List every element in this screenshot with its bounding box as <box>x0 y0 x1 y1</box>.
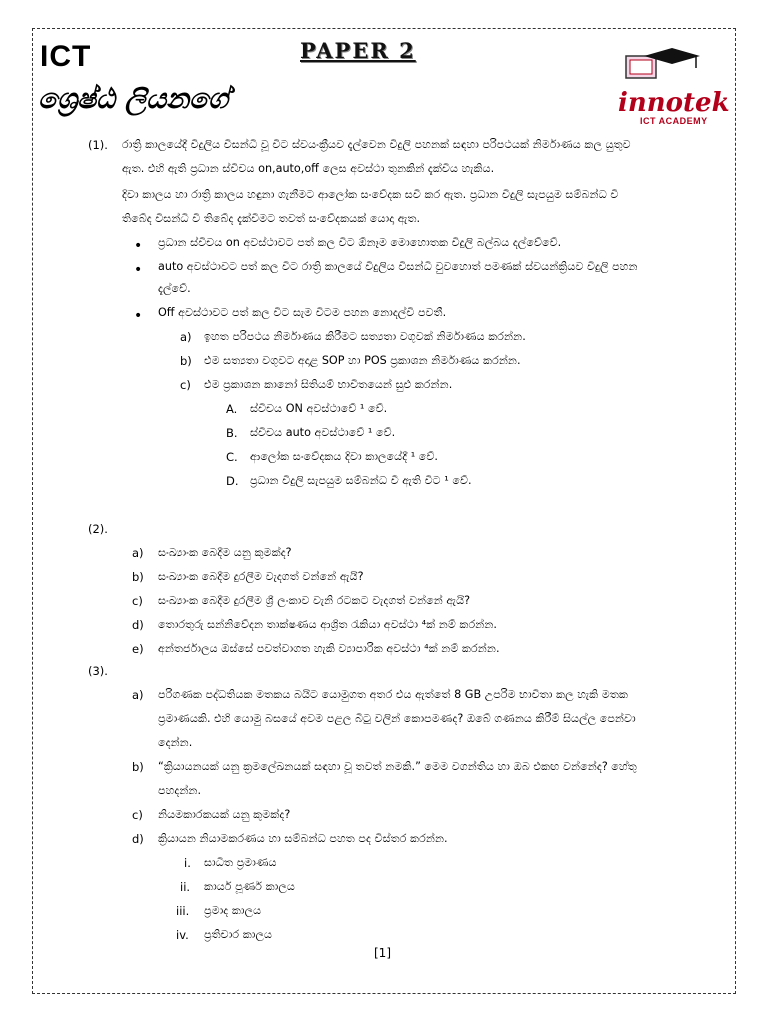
q1-part-b-marker: b) <box>180 354 192 368</box>
q3-part-a-line-1: පරිගණක පද්ධතියක මතකය බයිට යොමුගත අතර එය ඇත්තේ 8 GB උපරිම භාවිතා කල හැකි මතක <box>158 688 628 701</box>
q3-term-iii-marker: iii. <box>176 904 190 918</box>
q3-term-iii: ප්‍රමාද කාලය <box>204 904 262 917</box>
q3-term-i: සාධිත ප්‍රමාණය <box>204 856 277 869</box>
logo-subtitle: ICT ACADEMY <box>640 116 708 126</box>
q2-part-d-marker: d) <box>132 618 144 632</box>
q3-term-iv-marker: iv. <box>176 928 189 942</box>
q1-bullet-3: Off අවස්ථාවට පත් කල විට සැම විටම පහන නොදල්වී පවතී. <box>158 306 447 319</box>
q1-cond-c: ආලෝක සංවේදකය දිවා කාලයේදී ¹ වේ. <box>250 450 438 463</box>
q1-bullet-1: ප්‍රධාන ස්විචය on අවස්ථාවට පත් කල විට ඕනෑම මොහොතක විදුලි බල්බය දල්වේවේ. <box>158 236 562 249</box>
q3-part-d: ක්‍රියායන නියාමකරණය හා සම්බන්ධ පහත පද විස්තර කරන්න. <box>158 832 448 845</box>
bullet-icon: • <box>134 238 143 254</box>
q3-term-ii-marker: ii. <box>180 880 191 894</box>
q1-intro-line-1: රාත්‍රි කාලයේදී විදුලිය විසන්ධි වූ විට ස්වයංක්‍රීයව දැල්වෙන විදුලි පහනක් සඳහා පරිපථයක් නිර්මාණය කල යුතුව <box>122 138 631 151</box>
q3-term-i-marker: i. <box>184 856 191 870</box>
paper-title: PAPER 2 <box>300 38 416 63</box>
q1-bullet-2-cont: දැල්වේ. <box>158 282 191 295</box>
logo-wordmark: innotek <box>618 88 730 118</box>
teacher-name: ශ්‍රෙෂ්ඨ ලියනගේ <box>38 82 229 115</box>
question-2-label: (2). <box>88 522 108 536</box>
q2-part-d: තොරතුරු සන්නිවේදන තාක්ෂණය ආශ්‍රිත රැකියා අවස්ථා ⁴ක් නම් කරන්න. <box>158 618 497 631</box>
q1-cond-d-marker: D. <box>226 474 239 488</box>
q3-part-b-line-2: පහදන්න. <box>158 784 202 797</box>
q3-term-ii: කාර්ය පූර්ණ කාලය <box>204 880 295 893</box>
q1-cond-a-marker: A. <box>226 402 238 416</box>
q1-part-c-marker: c) <box>180 378 191 392</box>
q3-part-c-marker: c) <box>132 808 143 822</box>
q2-part-c: සංඛ්‍යාංක බෙදීම දුරලීම ශ්‍රී ලංකාව වැනි රටකට වැදගත් වන්නේ ඇයි? <box>158 594 471 607</box>
bullet-icon: • <box>134 308 143 324</box>
q1-cond-c-marker: C. <box>226 450 238 464</box>
q3-part-a-line-3: දෙන්න. <box>158 736 193 749</box>
question-1-label: (1). <box>88 138 108 152</box>
q2-part-e-marker: e) <box>132 642 144 656</box>
q1-part-a-marker: a) <box>180 330 192 344</box>
q1-cond-d: ප්‍රධාන විදුලි සැපයුම සම්බන්ධ වී ඇති විට ¹ වේ. <box>250 474 472 487</box>
q1-bullet-2: auto අවස්ථාවට පත් කල විට රාත්‍රි කාලයේ විදුලිය විසන්ධි වුවහොත් පමණක් ස්වයන්ක්‍රියව විදුලි පහන <box>158 260 638 273</box>
q1-cond-a: ස්විචය ON අවස්ථාවේ ¹ වේ. <box>250 402 388 415</box>
page-number: [1] <box>374 946 391 960</box>
q1-part-b: එම සත්‍යතා වගුවට අදාළ SOP හා POS ප්‍රකාශන නිර්මාණය කරන්න. <box>204 354 521 367</box>
q3-part-a-line-2: ප්‍රමාණයකි. එහි යොමු බසයේ අවම පළල බිටු වලින් කොපමණද? ඔබේ ගණනය කිරීම් සියල්ල පෙන්වා <box>158 712 636 725</box>
q3-part-a-marker: a) <box>132 688 144 702</box>
q2-part-a-marker: a) <box>132 546 144 560</box>
bullet-icon: • <box>134 262 143 278</box>
q2-part-e: අන්තර්ජාලය ඔස්සේ පවත්වාගත හැකි ව්‍යාපාරික අවස්ථා ⁴ක් නම් කරන්න. <box>158 642 500 655</box>
q3-part-d-marker: d) <box>132 832 144 846</box>
q3-part-c: නියමකාරකයක් යනු කුමක්ද? <box>158 808 291 821</box>
q1-part-a: ඉහත පරිපථය නිර්මාණය කිරීමට සත්‍යතා වගුවක් නිර්මාණය කරන්න. <box>204 330 526 343</box>
question-3-label: (3). <box>88 664 108 678</box>
subject-title: ICT <box>40 40 92 73</box>
q1-intro-line-2: ඇත. එහි ඇති ප්‍රධාන ස්විචය on,auto,off ලෙස අවස්ථා තුනකින් දැක්විය හැකිය. <box>122 162 495 175</box>
q3-part-b-marker: b) <box>132 760 144 774</box>
q2-part-b: සංඛ්‍යාංක බෙදීම දුරලීම වැදගත් වන්නේ ඇයි? <box>158 570 364 583</box>
q1-intro-line-3: දිවා කාලය හා රාත්‍රි කාලය හඳුනා ගැනීමට ආලෝක සංවේදක සවි කර ඇත. ප්‍රධාන විදුලි සැපයුම සම්බන්ධ වී <box>122 188 619 201</box>
q2-part-c-marker: c) <box>132 594 143 608</box>
q1-intro-line-4: තිබේද විසන්ධි වී තිබේද දැක්වීමට තවත් සංවේදකයක් යොදා ඇත. <box>122 212 421 225</box>
q1-cond-b: ස්විචය auto අවස්ථාවේ ¹ වේ. <box>250 426 396 439</box>
q1-part-c: එම ප්‍රකාශන කානෝ සිතියම් භාවිතයෙන් සුළු කරන්න. <box>204 378 453 391</box>
q2-part-b-marker: b) <box>132 570 144 584</box>
q2-part-a: සංඛ්‍යාංක බෙදීම යනු කුමක්ද? <box>158 546 292 559</box>
q1-cond-b-marker: B. <box>226 426 238 440</box>
q3-term-iv: ප්‍රතිචාර කාලය <box>204 928 273 941</box>
q3-part-b-line-1: “ක්‍රියායනයක් යනු ක්‍රමලේඛනයක් සඳහා වූ තවත් නමකි.” මෙම වගන්තිය හා ඔබ එකඟ වන්නේද? හේතු <box>158 760 637 773</box>
